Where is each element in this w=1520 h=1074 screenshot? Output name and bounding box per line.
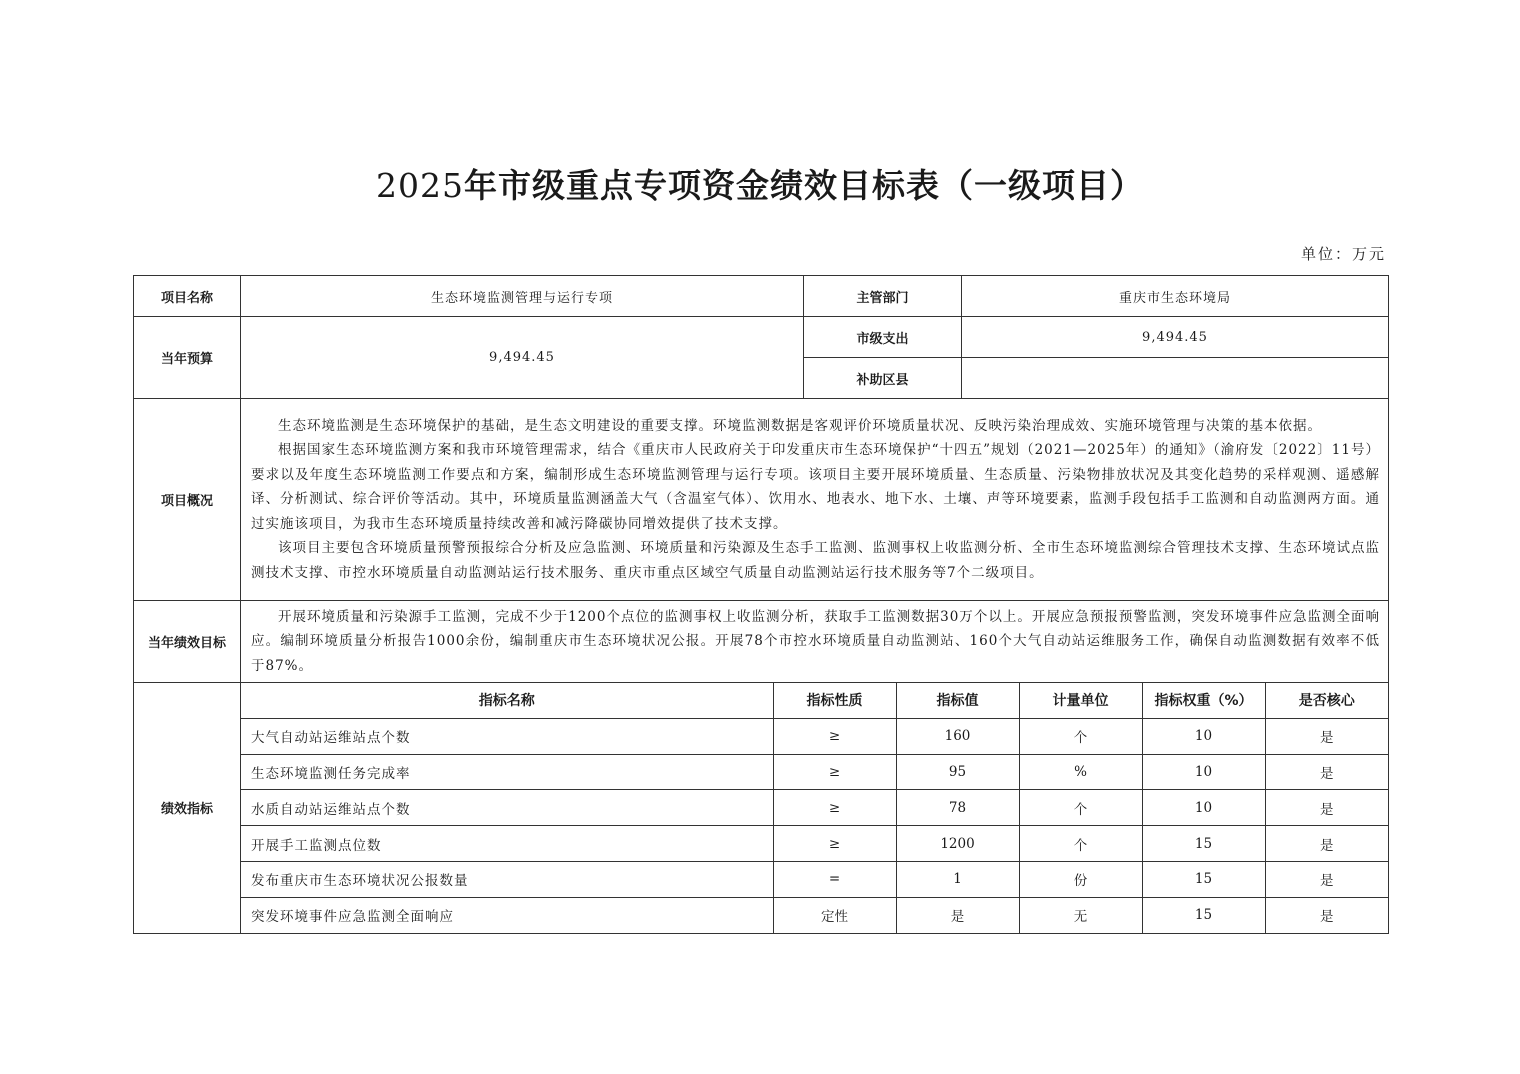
overview-content: [241, 399, 1389, 601]
dept-value: 重庆市生态环境局: [962, 276, 1389, 317]
indicator-name: 水质自动站运维站点个数: [241, 790, 773, 826]
subsidy-value: [962, 358, 1389, 399]
indicator-value: 95: [896, 754, 1019, 790]
table-row: [241, 718, 1388, 754]
indicator-unit: 个: [1019, 718, 1142, 754]
indicator-core: 是: [1265, 754, 1388, 790]
indicator-value: 78: [896, 790, 1019, 826]
header-unit: 计量单位: [1019, 683, 1142, 718]
indicator-weight: 10: [1142, 754, 1265, 790]
goal-label: 当年绩效目标: [134, 601, 241, 683]
page-title: [0, 160, 1520, 207]
indicator-value: 1200: [896, 826, 1019, 862]
header-name: 指标名称: [241, 683, 773, 718]
indicator-value: 160: [896, 718, 1019, 754]
indicator-unit: 个: [1019, 790, 1142, 826]
indicators-header-row: [241, 683, 1388, 718]
header-weight: 指标权重（%）: [1142, 683, 1265, 718]
dept-label: 主管部门: [804, 276, 962, 317]
indicator-unit: 无: [1019, 897, 1142, 932]
overview-paragraph: 该项目主要包含环境质量预警预报综合分析及应急监测、环境质量和污染源及生态手工监测、监测事权上收监测分析、全市生态环境监测综合管理技术支撑、生态环境试点监测技术支撑、市控水环境质量自动监测站运行技术服务、重庆市重点区域空气质量自动监测站运行技术服务等7个二级项目。: [251, 540, 1380, 581]
indicator-name: 开展手工监测点位数: [241, 826, 773, 862]
header-nature: 指标性质: [773, 683, 896, 718]
indicator-weight: 10: [1142, 790, 1265, 826]
goal-content: [241, 601, 1389, 683]
table-row: [241, 790, 1388, 826]
title-text: 年市级重点专项资金绩效目标表（一级项目）: [463, 166, 1144, 205]
indicator-core: 是: [1265, 826, 1388, 862]
indicator-weight: 15: [1142, 897, 1265, 932]
subsidy-label: 补助区县: [804, 358, 962, 399]
indicator-nature: ≥: [773, 754, 896, 790]
performance-table: [133, 275, 1389, 934]
indicator-core: 是: [1265, 790, 1388, 826]
indicators-cell: [241, 683, 1389, 934]
indicator-nature: 定性: [773, 897, 896, 932]
table-row: [241, 826, 1388, 862]
indicator-weight: 10: [1142, 718, 1265, 754]
overview-paragraph: 根据国家生态环境监测方案和我市环境管理需求，结合《重庆市人民政府关于印发重庆市生态环境保护“十四五”规划（2021—2025年）的通知》（渝府发〔2022〕11号）要求以及年度生态环境监测工作要点和方案，编制形成生态环境监测管理与运行专项。该项目主要开展环境质量、生态质量、污染物排放状况及其变化趋势的采样观测、遥感解译、分析测试、综合评价等活动。其中，环境质量监测涵盖大气（含温室气体）、饮用水、地表水、地下水、土壤、声等环境要素，监测手段包括手工监测和自动监测两方面。通过实施该项目，为我市生态环境质量持续改善和减污降碳协同增效提供了技术支撑。: [251, 442, 1380, 532]
header-core: 是否核心: [1265, 683, 1388, 718]
indicator-weight: 15: [1142, 861, 1265, 897]
table-row: [241, 897, 1388, 932]
overview-paragraph: 生态环境监测是生态环境保护的基础，是生态文明建设的重要支撑。环境监测数据是客观评价环境质量状况、反映污染治理成效、实施环境管理与决策的基本依据。: [278, 417, 1322, 434]
indicator-core: 是: [1265, 897, 1388, 932]
indicator-nature: ≥: [773, 826, 896, 862]
indicator-unit: 个: [1019, 826, 1142, 862]
budget-value: 9,494.45: [241, 317, 804, 399]
indicator-value: 是: [896, 897, 1019, 932]
table-row: [241, 754, 1388, 790]
indicator-unit: 份: [1019, 861, 1142, 897]
indicator-name: 突发环境事件应急监测全面响应: [251, 909, 454, 926]
indicators-table: [241, 683, 1388, 933]
project-name-value: 生态环境监测管理与运行专项: [241, 276, 804, 317]
header-value: 指标值: [896, 683, 1019, 718]
unit-label: 单位：万元: [1300, 245, 1386, 263]
goal-text: 开展环境质量和污染源手工监测，完成不少于1200个点位的监测事权上收监测分析，获取手工监测数据30万个以上。开展应急预报预警监测，突发环境事件应急监测全面响应。编制环境质量分析报告1000余份，编制重庆市生态环境状况公报。开展78个市控水环境质量自动监测站、160个大气自动站运维服务工作，确保自动监测数据有效率不低于87%。: [251, 608, 1380, 674]
title-year: 2025: [376, 166, 464, 205]
project-name-label: 项目名称: [134, 276, 241, 317]
indicator-name: 生态环境监测任务完成率: [241, 754, 773, 790]
indicator-core: 是: [1265, 861, 1388, 897]
indicator-nature: ≥: [773, 718, 896, 754]
overview-label: 项目概况: [134, 399, 241, 601]
table-row: [241, 861, 1388, 897]
indicator-unit: %: [1019, 754, 1142, 790]
indicator-core: 是: [1265, 718, 1388, 754]
indicator-name: 大气自动站运维站点个数: [241, 718, 773, 754]
indicator-nature: ≥: [773, 790, 896, 826]
indicator-value: 1: [896, 861, 1019, 897]
indicator-name: 发布重庆市生态环境状况公报数量: [241, 861, 773, 897]
city-spend-label: 市级支出: [804, 317, 962, 358]
city-spend-value: 9,494.45: [962, 317, 1389, 358]
budget-label: 当年预算: [134, 317, 241, 399]
indicator-nature: =: [773, 861, 896, 897]
indicators-label: 绩效指标: [134, 683, 241, 934]
indicator-weight: 15: [1142, 826, 1265, 862]
